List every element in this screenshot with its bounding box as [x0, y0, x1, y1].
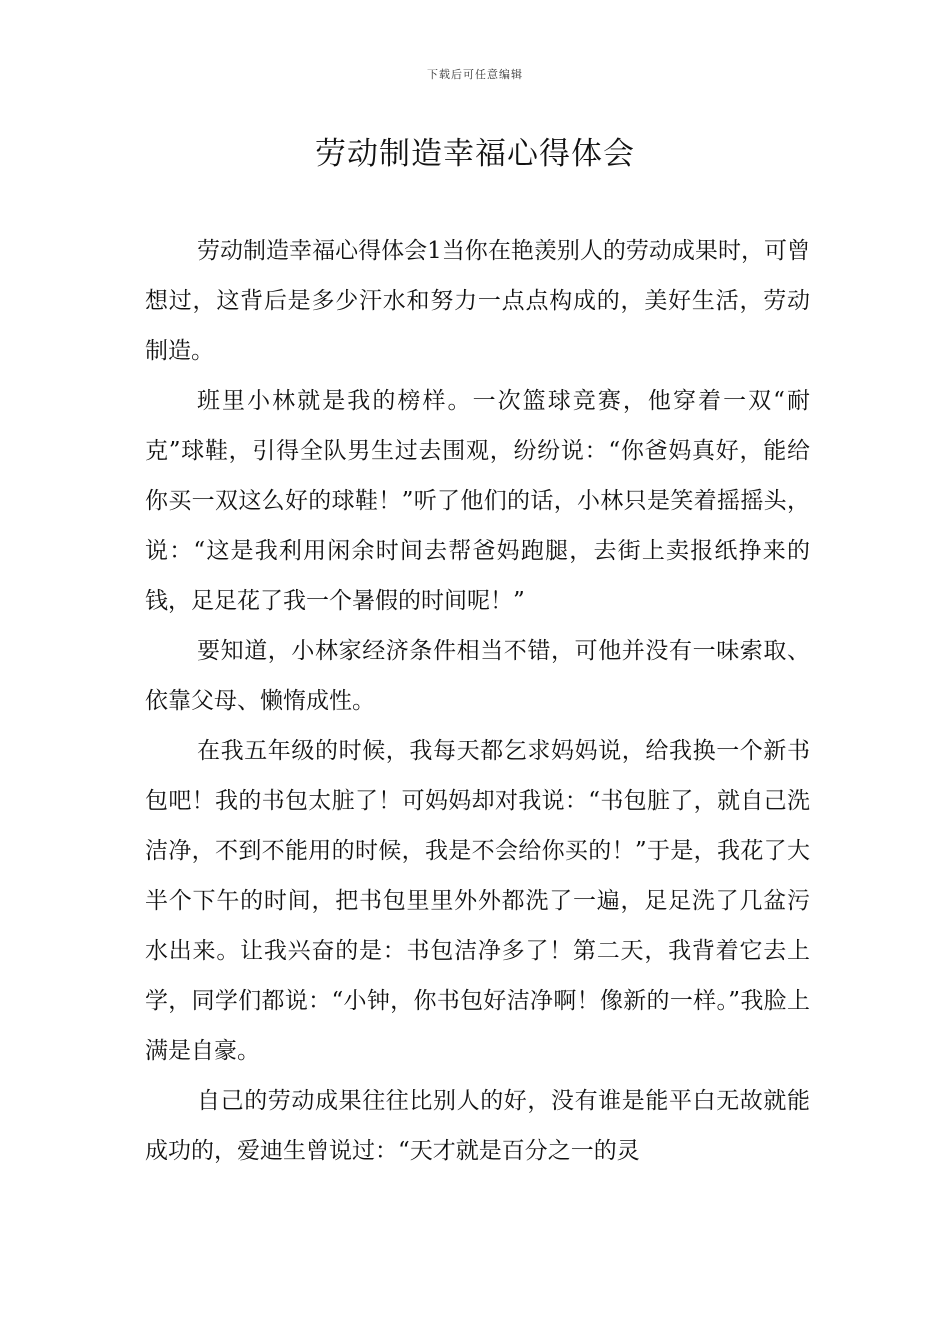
header-note: 下载后可任意编辑: [427, 68, 523, 81]
document-body: [145, 226, 810, 1176]
paragraph: 在我五年级的时候，我每天都乞求妈妈说，给我换一个新书包吧！我的书包太脏了！可妈妈却对我说：“书包脏了，就自己洗洁净，不到不能用的时候，我是不会给你买的！”于是，我花了大半个下午的时间，把书包里里外外都洗了一遍，足足洗了几盆污水出来。让我兴奋的是：书包洁净多了！第二天，我背着它去上学，同学们都说：“小钟，你书包好洁净啊！像新的一样。”我脸上满是自豪。: [145, 738, 810, 1064]
paragraph: 班里小林就是我的榜样。一次篮球竞赛，他穿着一双“耐克”球鞋，引得全队男生过去围观，纷纷说：“你爸妈真好，能给你买一双这么好的球鞋！”听了他们的话，小林只是笑着摇摇头，说：“这是我利用闲余时间去帮爸妈跑腿，去街上卖报纸挣来的钱，足足花了我一个暑假的时间呢！”: [145, 388, 810, 614]
document-title: 劳动制造幸福心得体会: [315, 136, 635, 172]
paragraph: 自己的劳动成果往往比别人的好，没有谁是能平白无故就能成功的，爱迪生曾说过：“天才就是百分之一的灵: [145, 1088, 810, 1164]
paragraph: 劳动制造幸福心得体会1当你在艳羡别人的劳动成果时，可曾想过，这背后是多少汗水和努力一点点构成的，美好生活，劳动制造。: [145, 238, 810, 364]
paragraph: 要知道，小林家经济条件相当不错，可他并没有一味索取、依靠父母、懒惰成性。: [145, 638, 810, 714]
